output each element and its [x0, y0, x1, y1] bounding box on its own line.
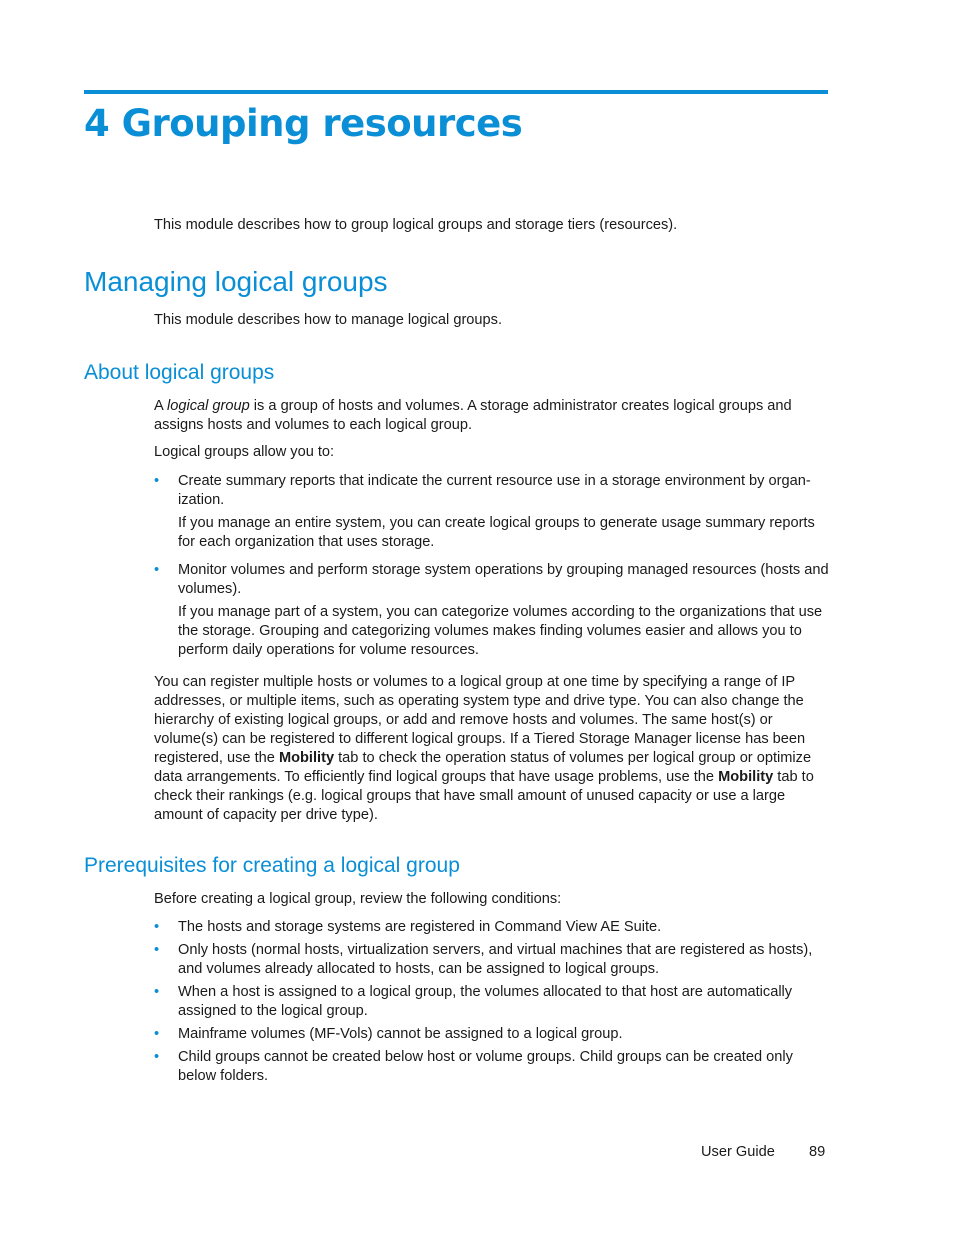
text-run: A	[154, 398, 167, 414]
text-run: tab to check the operation status of volumes per logical group or optimize data arrangements. To efficiently find logical groups that have usage problems, use the	[154, 750, 812, 785]
list-item	[154, 561, 829, 660]
about-paragraph-2: Logical groups allow you to:	[154, 444, 335, 460]
footer-label: User Guide	[701, 1144, 775, 1160]
bullet-main: Create summary reports that indicate the current resource use in a storage environment by organ-ization.	[178, 473, 811, 508]
bullet-icon: •	[154, 1026, 160, 1042]
about-bullet-list	[154, 472, 829, 660]
list-item	[154, 1025, 829, 1044]
prereq-item: The hosts and storage systems are registered in Command View AE Suite.	[178, 919, 662, 935]
bullet-icon: •	[154, 942, 160, 958]
prereq-item: Only hosts (normal hosts, virtualization servers, and virtual machines that are registered as hosts), and volumes already allocated to hosts, can be assigned to logical groups.	[178, 942, 813, 977]
about-paragraph-3	[154, 673, 829, 825]
bullet-icon: •	[154, 1049, 160, 1065]
chapter-intro: This module describes how to group logical groups and storage tiers (resources).	[154, 217, 678, 233]
prereq-intro: Before creating a logical group, review the following conditions:	[154, 891, 562, 907]
about-heading: About logical groups	[84, 361, 275, 384]
bullet-sub: If you manage part of a system, you can categorize volumes according to the organizations that use the storage. Grouping and categorizing volumes makes finding volumes easier and allows you to perform daily operations for volume resources.	[178, 604, 823, 658]
bullet-sub: If you manage an entire system, you can create logical groups to generate usage summary reports for each organization that uses storage.	[178, 515, 815, 550]
text-run: tab to check their rankings (e.g. logical groups that have small amount of unused capacity or use a large amount of capacity per drive type).	[154, 769, 814, 823]
prereq-bullet-list	[154, 918, 829, 1086]
emphasis-term: logical group	[166, 398, 250, 414]
prereq-heading: Prerequisites for creating a logical group	[84, 854, 460, 877]
list-item	[154, 472, 829, 552]
about-paragraph-1	[154, 397, 829, 435]
list-item	[154, 918, 829, 937]
mobility-tab-name: Mobility	[278, 750, 335, 766]
list-item	[154, 983, 829, 1021]
prereq-item: Child groups cannot be created below host or volume groups. Child groups can be created only below folders.	[178, 1049, 793, 1084]
chapter-rule	[84, 90, 828, 94]
text-run: You can register multiple hosts or volumes to a logical group at one time by specifying a range of IP addresses, or multiple items, such as operating system type and drive type. You can also change the hierarchy of existing logical groups, or add and remove hosts and volumes. The same host(s) or volume(s) can be registered to different logical groups. If a Tiered Storage Manager license has been registered, use the	[154, 674, 806, 766]
section-title: Managing logical groups	[84, 266, 388, 297]
bullet-icon: •	[154, 919, 160, 935]
section-intro: This module describes how to manage logical groups.	[154, 312, 503, 328]
mobility-tab-name: Mobility	[718, 769, 774, 785]
bullet-main: Monitor volumes and perform storage system operations by grouping managed resources (hosts and volumes).	[178, 562, 829, 597]
prereq-item: When a host is assigned to a logical group, the volumes allocated to that host are automatically assigned to the logical group.	[178, 984, 793, 1019]
list-item	[154, 941, 829, 979]
bullet-icon: •	[154, 984, 160, 1000]
text-run: is a group of hosts and volumes. A storage administrator creates logical groups and assigns hosts and volumes to each logical group.	[154, 398, 792, 433]
page-number: 89	[809, 1144, 826, 1160]
bullet-icon: •	[154, 473, 160, 489]
prereq-item: Mainframe volumes (MF-Vols) cannot be assigned to a logical group.	[178, 1026, 623, 1042]
list-item	[154, 1048, 829, 1086]
chapter-title: 4 Grouping resources	[84, 102, 523, 145]
bullet-icon: •	[154, 562, 160, 578]
